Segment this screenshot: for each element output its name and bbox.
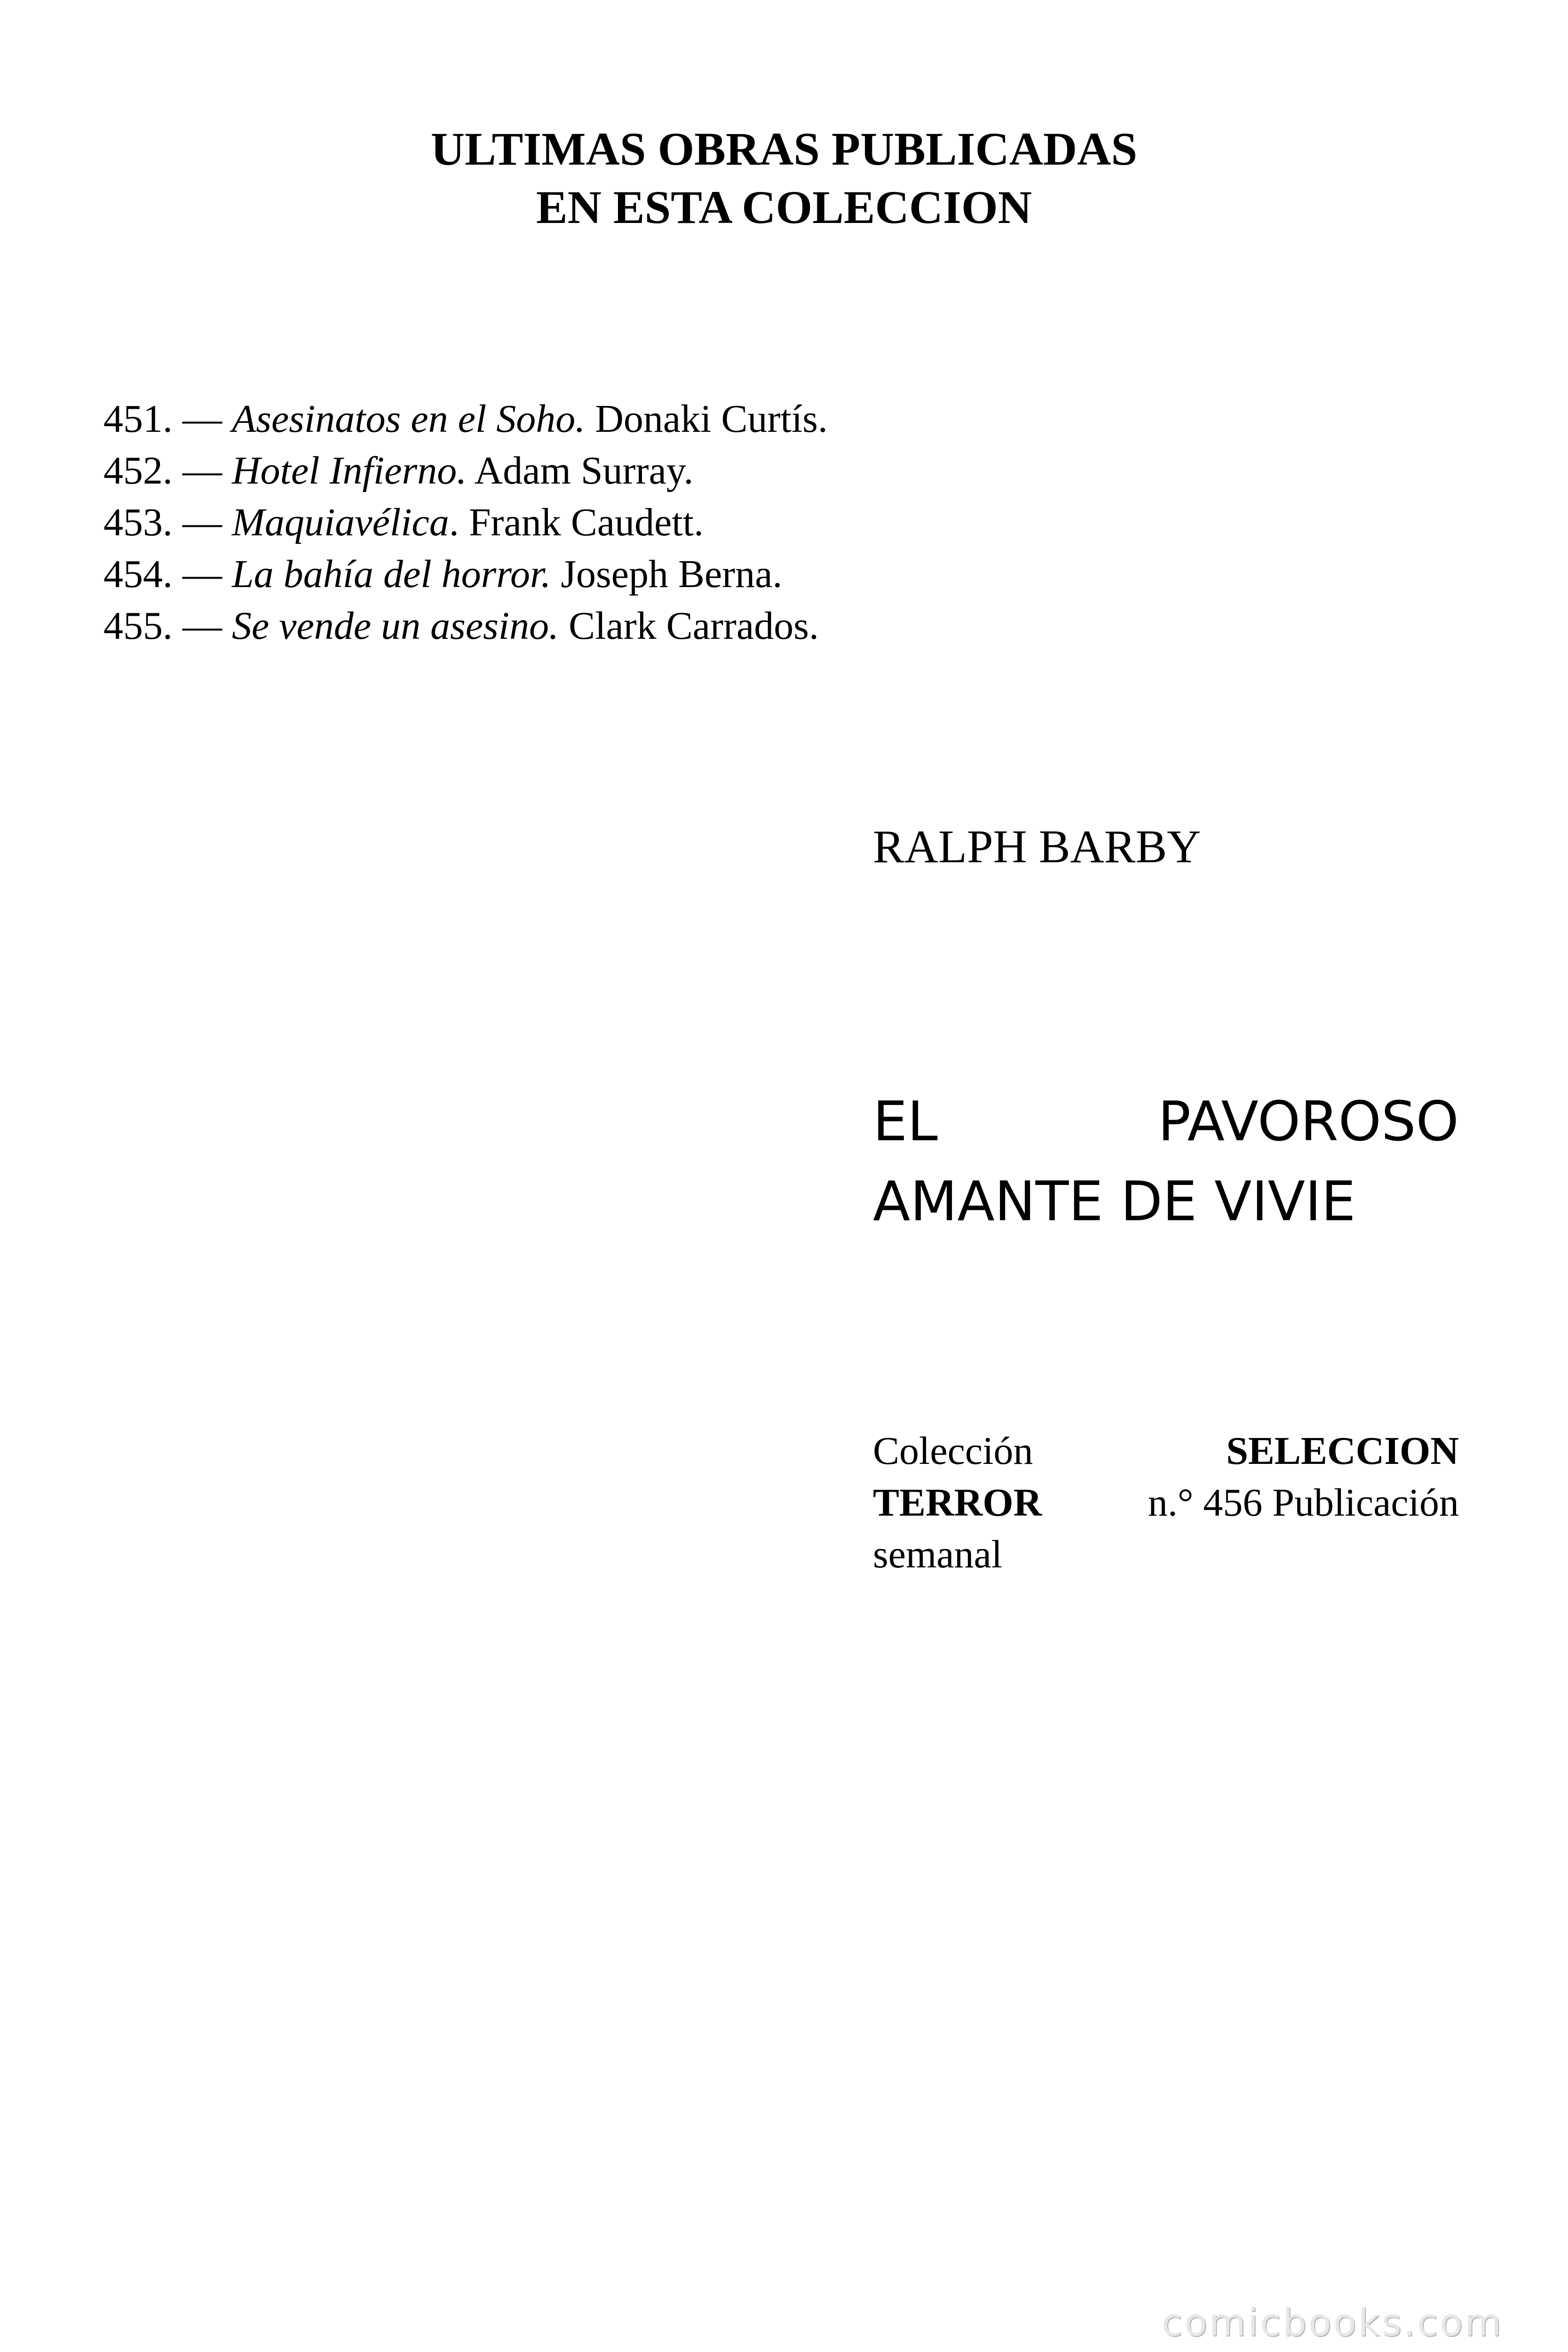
published-works-list [103,393,1138,652]
main-title-line-1 [873,1082,1459,1162]
list-item [103,445,1138,497]
main-title-word-2: PAVOROSO [1158,1090,1459,1153]
collection-row-2 [873,1477,1459,1529]
list-item [103,497,1138,548]
watermark-logo: comicbooks.com [1162,2301,1504,2344]
series-heading [0,120,1568,237]
book-number: 454. — [103,552,222,596]
collection-number: n.° 456 Publicación [1148,1481,1459,1525]
book-title: Hotel Infierno. [232,449,467,493]
collection-info [873,1425,1459,1581]
main-title [873,1082,1459,1242]
collection-label: Colección [873,1429,1033,1473]
book-title: Se vende un asesino. [232,604,559,648]
book-author: Donaki Curtís. [595,397,828,441]
book-number: 453. — [103,501,222,544]
book-number: 455. — [103,604,222,648]
list-item [103,548,1138,600]
book-number: 452. — [103,449,222,493]
list-item [103,600,1138,652]
collection-name-part-1: SELECCION [1226,1429,1459,1473]
book-author: Adam Surray. [474,449,694,493]
heading-line-1: ULTIMAS OBRAS PUBLICADAS [430,123,1138,175]
collection-frequency: semanal [873,1533,1003,1576]
heading-line-2: EN ESTA COLECCION [536,181,1032,233]
collection-name-part-2: TERROR [873,1481,1042,1525]
book-author: . Frank Caudett. [449,501,704,544]
book-number: 451. — [103,397,222,441]
list-item [103,393,1138,445]
author-name: RALPH BARBY [873,820,1201,873]
book-title: Asesinatos en el Soho. [232,397,586,441]
main-title-word-1: EL [873,1090,938,1153]
collection-row-1 [873,1425,1459,1477]
book-title: La bahía del horror. [232,552,551,596]
book-author: Clark Carrados. [569,604,819,648]
book-author: Joseph Berna. [561,552,783,596]
main-title-line-2: AMANTE DE VIVIE [873,1170,1356,1233]
book-title: Maquiavélica [232,501,449,544]
